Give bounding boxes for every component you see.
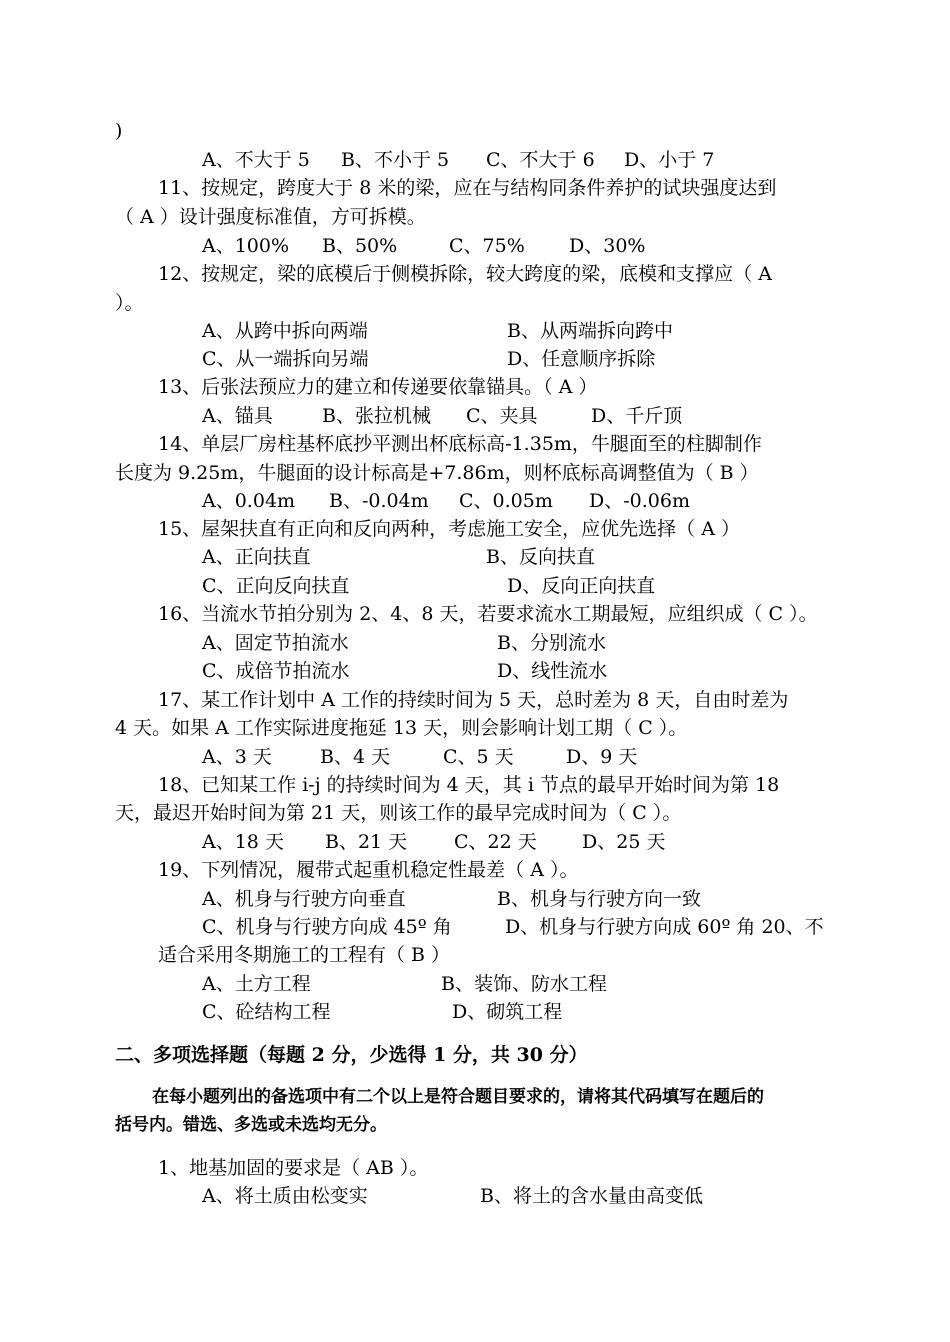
q17-options — [0, 745, 950, 769]
q14-text-cont: 长度为 9.25m，牛腿面的设计标高是+7.86m，则杯底标高调整值为（ B ） — [115, 462, 759, 484]
option-a: A、将土质由松变实 — [202, 1185, 368, 1207]
m1-text: 1、地基加固的要求是（ AB ）。 — [158, 1157, 429, 1179]
option-a: A、从跨中拆向两端 — [202, 320, 368, 342]
q11-options — [0, 234, 950, 258]
q13-options — [0, 404, 950, 428]
q15-text: 15、屋架扶直有正向和反向两种，考虑施工安全，应优先选择（ A ） — [158, 518, 740, 540]
q11-text: 11、按规定，跨度大于 8 米的梁，应在与结构同条件养护的试块强度达到 — [158, 177, 777, 199]
option-b: B、4 天 — [320, 746, 391, 768]
q20-options-1 — [0, 972, 950, 996]
q18-text: 18、已知某工作 i-j 的持续时间为 4 天，其 i 节点的最早开始时间为第 18 — [158, 774, 780, 796]
option-d: D、砌筑工程 — [452, 1001, 563, 1023]
option-b: B、-0.04m — [329, 490, 429, 512]
option-a: A、3 天 — [202, 746, 272, 768]
section-instructions-cont: 括号内。错选、多选或未选均无分。 — [115, 1115, 387, 1135]
q12-text: 12、按规定，梁的底模后于侧模拆除，较大跨度的梁，底模和支撑应（ A — [158, 263, 772, 285]
option-b: B、反向扶直 — [486, 546, 595, 568]
q20-text: 适合采用冬期施工的工程有（ B ） — [158, 944, 451, 966]
q16-text: 16、当流水节拍分别为 2、4、8 天，若要求流水工期最短，应组织成（ C ）。 — [158, 603, 818, 625]
q19-options-1 — [0, 887, 950, 911]
option-a: A、土方工程 — [202, 973, 311, 995]
option-d: D、线性流水 — [497, 660, 608, 682]
option-d: D、反向正向扶直 — [507, 575, 656, 597]
q11-text-cont: （ A ）设计强度标准值，方可拆模。 — [115, 206, 426, 228]
q15-options-2 — [0, 574, 950, 598]
option-a: A、18 天 — [202, 831, 284, 853]
q14-text: 14、单层厂房柱基杯底抄平测出杯底标高-1.35m，牛腿面至的柱脚制作 — [158, 433, 762, 455]
option-d: D、9 天 — [566, 746, 638, 768]
option-a: A、锚具 — [202, 405, 273, 427]
option-a: A、机身与行驶方向垂直 — [202, 888, 406, 910]
option-c: C、22 天 — [454, 831, 537, 853]
option-b: B、不小于 5 — [341, 149, 450, 171]
option-d: D、25 天 — [582, 831, 666, 853]
option-d: D、-0.06m — [589, 490, 690, 512]
option-c: C、成倍节拍流水 — [202, 660, 350, 682]
option-a: A、0.04m — [202, 490, 296, 512]
q18-options — [0, 830, 950, 854]
q15-options-1 — [0, 545, 950, 569]
q17-text-cont: 4 天。如果 A 工作实际进度拖延 13 天，则会影响计划工期（ C ）。 — [115, 717, 688, 739]
option-b: B、机身与行驶方向一致 — [497, 888, 701, 910]
option-d: D、30% — [569, 235, 646, 257]
option-b: B、张拉机械 — [322, 405, 431, 427]
q17-text: 17、某工作计划中 A 工作的持续时间为 5 天，总时差为 8 天，自由时差为 — [158, 689, 789, 711]
section-instructions: 在每小题列出的备选项中有二个以上是符合题目要求的，请将其代码填写在题后的 — [152, 1087, 764, 1107]
option-b: B、装饰、防水工程 — [441, 973, 607, 995]
option-c: C、5 天 — [443, 746, 514, 768]
option-b: B、将土的含水量由高变低 — [480, 1185, 703, 1207]
q12-options-1 — [0, 319, 950, 343]
q20-options-2 — [0, 1000, 950, 1024]
option-b: B、分别流水 — [497, 632, 606, 654]
option-c: C、不大于 6 — [486, 149, 595, 171]
q14-options — [0, 489, 950, 513]
option-c: C、75% — [449, 235, 525, 257]
q19-text: 19、下列情况，履带式起重机稳定性最差（ A ）。 — [158, 859, 579, 881]
q16-options-2 — [0, 659, 950, 683]
option-c: C、砼结构工程 — [202, 1001, 331, 1023]
q16-options-1 — [0, 631, 950, 655]
paren-line: ) — [115, 120, 123, 142]
q12-options-2 — [0, 347, 950, 371]
q12-text-cont: ）。 — [115, 292, 144, 314]
option-d: D、任意顺序拆除 — [507, 348, 656, 370]
option-c: C、夹具 — [466, 405, 538, 427]
option-d: D、千斤顶 — [591, 405, 683, 427]
option-c: C、正向反向扶直 — [202, 575, 350, 597]
section-heading: 二、多项选择题（每题 2 分，少选得 1 分，共 30 分） — [115, 1044, 588, 1066]
option-c: C、0.05m — [459, 490, 553, 512]
q10-options — [0, 148, 950, 172]
option-a: A、固定节拍流水 — [202, 632, 349, 654]
option-a: A、100% — [202, 235, 290, 257]
q19-options-2 — [0, 915, 950, 939]
option-b: B、从两端拆向跨中 — [507, 320, 673, 342]
option-a: A、正向扶直 — [202, 546, 311, 568]
m1-options — [0, 1184, 950, 1208]
option-b: B、21 天 — [325, 831, 408, 853]
q18-text-cont: 天，最迟开始时间为第 21 天，则该工作的最早完成时间为（ C ）。 — [115, 802, 682, 824]
option-d: D、小于 7 — [624, 149, 715, 171]
option-c: C、机身与行驶方向成 45º 角 — [202, 916, 452, 938]
option-d: D、机身与行驶方向成 60º 角 20、不 — [505, 916, 824, 938]
option-c: C、从一端拆向另端 — [202, 348, 369, 370]
option-b: B、50% — [322, 235, 398, 257]
q13-text: 13、后张法预应力的建立和传递要依靠锚具。（ A ） — [158, 376, 598, 398]
option-a: A、不大于 5 — [202, 149, 310, 171]
